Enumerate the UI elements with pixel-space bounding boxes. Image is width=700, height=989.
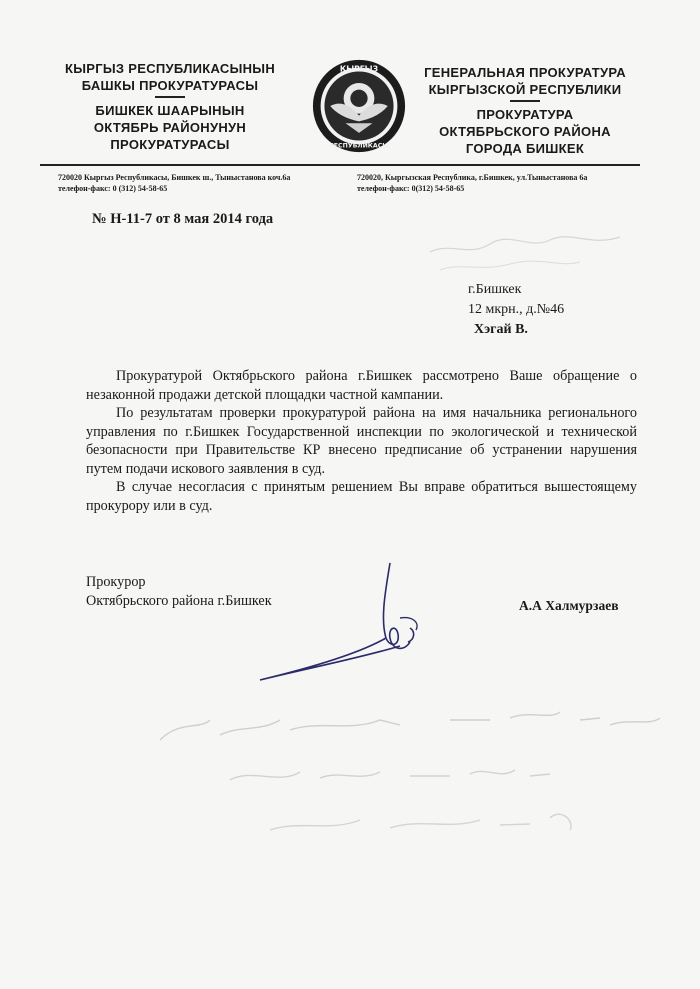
address-right	[357, 172, 587, 194]
signatory-name: А.А Халмурзаев	[519, 598, 619, 613]
header-left-sub-line-1: БИШКЕК ШААРЫНЫН	[95, 103, 245, 118]
header-left-divider	[155, 96, 185, 98]
document-number: № Н-11-7 от 8 мая 2014 года	[92, 211, 274, 227]
recipient-block	[468, 280, 564, 340]
signatory-title: Прокурор	[86, 574, 146, 590]
header-right-sub-line-1: ПРОКУРАТУРА	[476, 107, 574, 122]
header-right-sub-line-3: ГОРОДА БИШКЕК	[465, 141, 585, 156]
emblem-top-text: КЫРГЫЗ	[339, 64, 379, 74]
header-left-kyrgyz	[50, 60, 290, 153]
recipient-name: Хэгай В.	[474, 322, 528, 337]
faint-pencil-mark	[420, 222, 650, 282]
header-right-sub-line-2: ОКТЯБРЬСКОГО РАЙОНА	[439, 124, 611, 139]
header-right-line-1: ГЕНЕРАЛЬНАЯ ПРОКУРАТУРА	[424, 65, 626, 80]
header-rule	[40, 164, 640, 166]
header-right-line-2: КЫРГЫЗСКОЙ РЕСПУБЛИКИ	[428, 82, 622, 97]
emblem-bottom-text: РЕСПУБЛИКАСЫ	[329, 142, 389, 150]
header-left-sub-line-3: ПРОКУРАТУРАСЫ	[110, 137, 230, 152]
faint-handwritten-notes	[150, 690, 670, 850]
recipient-address: 12 мкрн., д.№46	[468, 302, 565, 317]
header-right-russian	[410, 64, 640, 157]
recipient-city: г.Бишкек	[468, 282, 522, 297]
header-left-sub-line-2: ОКТЯБРЬ РАЙОНУНУН	[93, 120, 247, 135]
address-left	[58, 172, 290, 194]
state-emblem-icon	[311, 58, 407, 154]
header-left-line-1: КЫРГЫЗ РЕСПУБЛИКАСЫНЫН	[64, 61, 276, 76]
address-left-line-1: 720020 Кыргыз Республикасы, Бишкек ш., Тыныстанова коч.6а	[58, 173, 291, 182]
address-right-line-2: телефон-факс: 0(312) 54-58-65	[357, 184, 465, 193]
handwritten-signature	[240, 558, 440, 698]
body-paragraph-2: По результатам проверки прокуратурой района на имя начальника регионального управления по г.Бишкек Государственной инспекции по экологической и технической безопасности при Правительстве КР внесено предписание об устранении нарушения путем подачи искового заявления в суд.	[86, 405, 637, 477]
signatory-department: Октябрьского района г.Бишкек	[86, 592, 272, 609]
address-left-line-2: телефон-факс: 0 (312) 54-58-65	[58, 184, 168, 193]
header-left-line-2: БАШКЫ ПРОКУРАТУРАСЫ	[81, 78, 259, 93]
body-paragraph-1: Прокуратурой Октябрьского района г.Бишкек рассмотрено Ваше обращение о незаконной продажи детской площадки частной кампании.	[86, 368, 637, 403]
address-right-line-1: 720020, Кыргызская Республика, г.Бишкек, ул.Тыныстанова 6а	[357, 173, 588, 182]
body-paragraph-3: В случае несогласия с принятым решением Вы вправе обратиться вышестоящему прокурору или в суд.	[86, 479, 637, 514]
header-right-divider	[510, 100, 540, 102]
letter-body	[86, 367, 637, 515]
